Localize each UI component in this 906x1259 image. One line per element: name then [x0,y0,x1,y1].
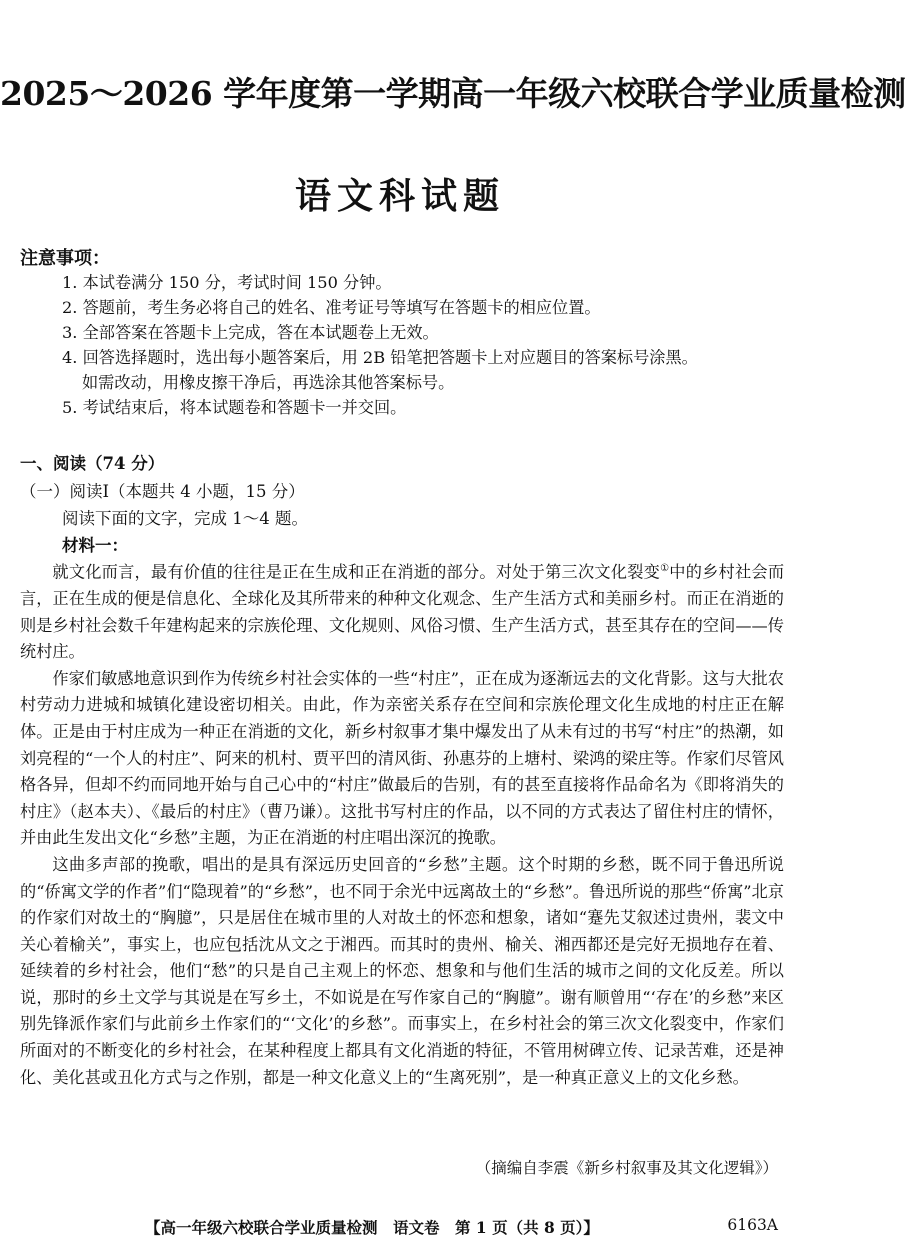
note-item: 1. 本试卷满分 150 分，考试时间 150 分钟。 [62,273,392,292]
note-item: 2. 答题前，考生务必将自己的姓名、准考证号等填写在答题卡的相应位置。 [62,298,601,317]
article-paragraph-3: 这曲多声部的挽歌，唱出的是具有深远历史回音的“乡愁”主题。这个时期的乡愁，既不同于鲁迅所说的“侨寓文学的作者”们“隐现着”的“乡愁”，也不同于余光中远离故土的“乡愁”。鲁迅所说的那些“侨寓”北京的作家们对故土的“胸臆”，只是居住在城市里的人对故土的怀恋和想象，诸如“蹇先艾叙述过贵州，裴文中关心着榆关”，事实上，也应包括沈从文之于湘西。而其时的贵州、榆关、湘西都还是完好无损地存在着、延续着的乡村社会，他们“愁”的只是自己主观上的怀恋、想象和与他们生活的城市之间的文化反差。所以说，那时的乡土文学与其说是在写乡土，不如说是在写作家自己的“胸臆”。谢有顺曾用“‘存在’的乡愁”来区别先锋派作家们与此前乡土作家们的“‘文化’的乡愁”。而事实上，在乡村社会的第三次文化裂变中，作家们所面对的不断变化的乡村社会，在某种程度上都具有文化消逝的特征，不管用树碑立传、记录苦难，还是神化、美化甚或丑化方式与之作别，都是一种文化意义上的“生离死别”，是一种真正意义上的文化乡愁。 [20,854,784,1087]
footer-text: 【高一年级六校联合学业质量检测 语文卷 第 1 页（共 8 页）】 [145,1218,599,1237]
notes-list [62,270,784,420]
article-source: （摘编自李震《新乡村叙事及其文化逻辑》） [475,1159,778,1177]
note-item: 3. 全部答案在答题卡上完成，答在本试题卷上无效。 [62,323,439,342]
note-item: 5. 考试结束后，将本试题卷和答题卡一并交回。 [62,398,407,417]
note-item: 4. 回答选择题时，选出每小题答案后，用 2B 铅笔把答题卡上对应题目的答案标号涂黑。 [62,348,698,367]
paragraph-text: 就文化而言，最有价值的往往是正在生成和正在消逝的部分。对处于第三次文化裂变 [52,562,661,582]
material-label: 材料一： [62,536,128,555]
footer-code: 6163A [727,1216,778,1234]
article-body [20,556,784,1091]
page-footer [0,1216,800,1244]
part-heading: （一）阅读Ⅰ（本题共 4 小题，15 分） [20,482,305,501]
article-paragraph-1 [20,556,784,666]
subject-title: 语文科试题 [294,175,505,217]
reading-instruction: 阅读下面的文字，完成 1～4 题。 [62,509,308,528]
note-item-continuation: 如需改动，用橡皮擦干净后，再选涂其他答案标号。 [82,373,455,392]
article-paragraph-2: 作家们敏感地意识到作为传统乡村社会实体的一些“村庄”，正在成为逐渐远去的文化背影。这与大批农村劳动力进城和城镇化建设密切相关。由此，作为亲密关系存在空间和宗族伦理文化生成地的村庄正在解体。正是由于村庄成为一种正在消逝的文化，新乡村叙事才集中爆发出了从未有过的书写“村庄”的热潮，如刘亮程的“一个人的村庄”、阿来的机村、贾平凹的清风街、孙惠芬的上塘村、梁鸿的梁庄等。作家们尽管风格各异，但却不约而同地开始与自己心中的“村庄”做最后的告别，有的甚至直接将作品命名为《即将消失的村庄》（赵本夫）、《最后的村庄》（曹乃谦）。这批书写村庄的作品，以不同的方式表达了留住村庄的情怀，并由此生发出文化“乡愁”主题，为正在消逝的村庄唱出深沉的挽歌。 [20,668,784,848]
section-heading: 一、阅读（74 分） [20,454,165,473]
footnote-marker: ① [660,563,670,574]
exam-title: 2025～2026 学年度第一学期高一年级六校联合学业质量检测 [0,74,906,113]
notes-heading: 注意事项： [20,248,110,269]
paragraph-text: 中的乡村社会而言，正在生成的便是信息化、全球化及其所带来的种种文化观念、生产生活方式和美丽乡村。而正在消逝的则是乡村社会数千年建构起来的宗族伦理、文化规则、风俗习惯、生产生活方式，甚至其存在的空间——传统村庄。 [20,562,785,662]
